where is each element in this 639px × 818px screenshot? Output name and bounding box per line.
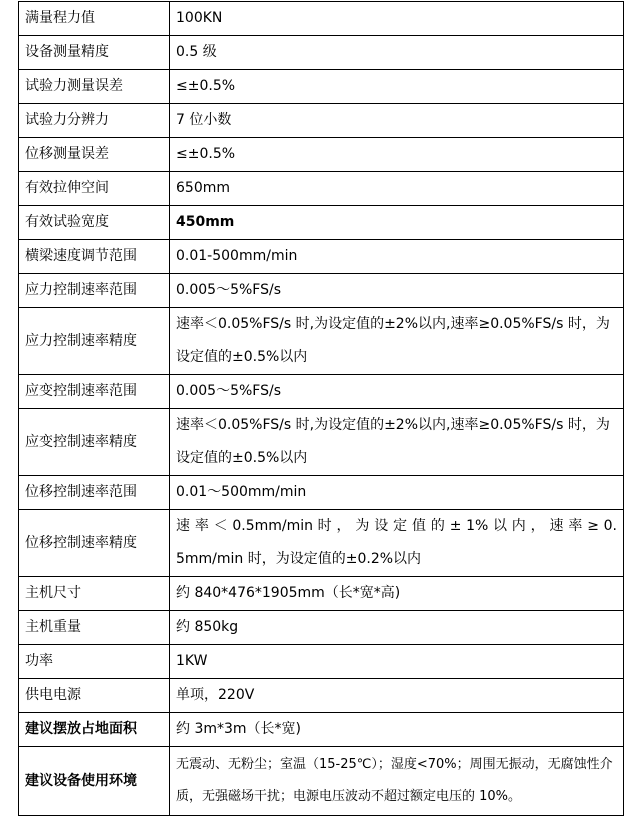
spec-label: 建议摆放占地面积 — [19, 713, 170, 747]
table-row — [19, 172, 624, 206]
spec-label: 设备测量精度 — [19, 36, 170, 70]
table-row — [19, 138, 624, 172]
table-row — [19, 611, 624, 645]
spec-value: 0.01～500mm/min — [170, 476, 624, 510]
spec-label: 建议设备使用环境 — [19, 747, 170, 816]
spec-value: 1KW — [170, 645, 624, 679]
spec-value: 无震动、无粉尘；室温（15-25℃）；湿度<70%；周围无振动，无腐蚀性介质，无强磁场干扰；电源电压波动不超过额定电压的 10%。 — [170, 747, 624, 816]
spec-label: 应变控制速率范围 — [19, 375, 170, 409]
table-row — [19, 713, 624, 747]
table-row — [19, 70, 624, 104]
spec-label: 应变控制速率精度 — [19, 409, 170, 476]
spec-label: 主机尺寸 — [19, 577, 170, 611]
spec-value: 速 率 ＜ 0.5mm/min 时 ， 为 设 定 值 的 ± 1% 以 内 ， 速 率 ≥ 0.5mm/min 时，为设定值的±0.2%以内 — [170, 510, 624, 577]
table-row — [19, 679, 624, 713]
table-row — [19, 240, 624, 274]
spec-value: 0.005～5%FS/s — [170, 274, 624, 308]
spec-value: ≤±0.5% — [170, 70, 624, 104]
table-row — [19, 510, 624, 577]
spec-label: 满量程力值 — [19, 2, 170, 36]
table-row — [19, 274, 624, 308]
spec-value: 约 840*476*1905mm（长*宽*高) — [170, 577, 624, 611]
spec-value: 650mm — [170, 172, 624, 206]
spec-value: 约 3m*3m（长*宽) — [170, 713, 624, 747]
table-row — [19, 747, 624, 816]
table-row — [19, 409, 624, 476]
table-row — [19, 375, 624, 409]
spec-value: 7 位小数 — [170, 104, 624, 138]
spec-value: 0.01-500mm/min — [170, 240, 624, 274]
spec-value: 100KN — [170, 2, 624, 36]
spec-label: 有效拉伸空间 — [19, 172, 170, 206]
spec-label: 应力控制速率精度 — [19, 308, 170, 375]
spec-value: 速率＜0.05%FS/s 时,为设定值的±2%以内,速率≥0.05%FS/s 时，为设定值的±0.5%以内 — [170, 409, 624, 476]
spec-label: 位移控制速率精度 — [19, 510, 170, 577]
spec-value: 约 850kg — [170, 611, 624, 645]
table-row — [19, 206, 624, 240]
spec-label: 功率 — [19, 645, 170, 679]
spec-label: 横梁速度调节范围 — [19, 240, 170, 274]
spec-label: 主机重量 — [19, 611, 170, 645]
spec-label: 有效试验宽度 — [19, 206, 170, 240]
spec-label: 应力控制速率范围 — [19, 274, 170, 308]
spec-value: 0.5 级 — [170, 36, 624, 70]
table-row — [19, 2, 624, 36]
spec-label: 试验力分辨力 — [19, 104, 170, 138]
spec-label: 供电电源 — [19, 679, 170, 713]
spec-value: 单项，220V — [170, 679, 624, 713]
spec-label: 位移控制速率范围 — [19, 476, 170, 510]
table-row — [19, 476, 624, 510]
spec-value: 450mm — [170, 206, 624, 240]
table-row — [19, 645, 624, 679]
spec-value: ≤±0.5% — [170, 138, 624, 172]
spec-table — [18, 1, 624, 816]
spec-value: 速率＜0.05%FS/s 时,为设定值的±2%以内,速率≥0.05%FS/s 时，为设定值的±0.5%以内 — [170, 308, 624, 375]
table-row — [19, 36, 624, 70]
spec-label: 位移测量误差 — [19, 138, 170, 172]
table-row — [19, 308, 624, 375]
spec-label: 试验力测量误差 — [19, 70, 170, 104]
spec-value: 0.005～5%FS/s — [170, 375, 624, 409]
table-row — [19, 104, 624, 138]
table-row — [19, 577, 624, 611]
